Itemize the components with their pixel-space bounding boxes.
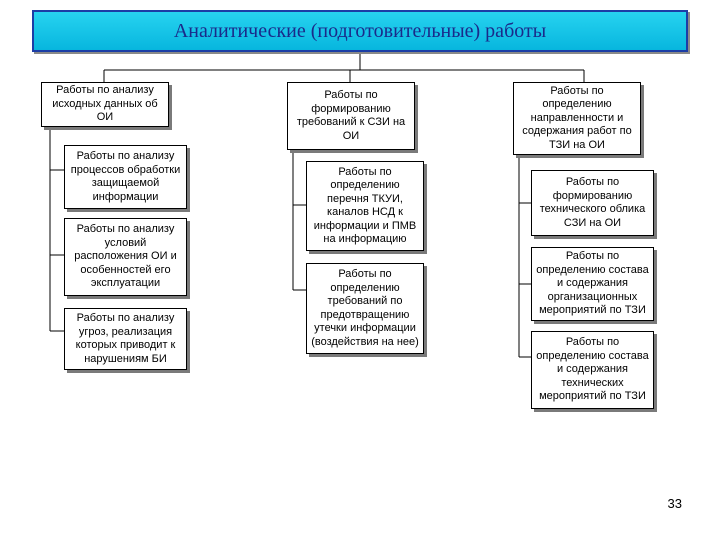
- title-bar: [32, 10, 688, 52]
- column-1-item-3: Работы по анализу угроз, реализация которых приводит к нарушениям БИ: [64, 308, 187, 370]
- diagram-title: Аналитические (подготовительные) работы: [173, 19, 547, 42]
- column-3-item-1: Работы по формированию технического облика СЗИ на ОИ: [531, 170, 654, 236]
- column-2-item-1: Работы по определению перечня ТКУИ, каналов НСД к информации и ПМВ на информацию: [306, 161, 424, 251]
- column-1-item-2: Работы по анализу условий расположения ОИ и особенностей его эксплуатации: [64, 218, 187, 296]
- column-3-item-3: Работы по определению состава и содержания технических мероприятий по ТЗИ: [531, 331, 654, 409]
- column-3-header: Работы по определению направленности и содержания работ по ТЗИ на ОИ: [513, 82, 641, 155]
- page-number: 33: [667, 496, 682, 511]
- column-3-item-2: Работы по определению состава и содержания организационных мероприятий по ТЗИ: [531, 247, 654, 321]
- column-2-header: Работы по формированию требований к СЗИ на ОИ: [287, 82, 415, 150]
- column-1-item-1: Работы по анализу процессов обработки защищаемой информации: [64, 145, 187, 209]
- column-1-header: Работы по анализу исходных данных об ОИ: [41, 82, 169, 127]
- column-2-item-2: Работы по определению требований по предотвращению утечки информации (воздействия на нее): [306, 263, 424, 354]
